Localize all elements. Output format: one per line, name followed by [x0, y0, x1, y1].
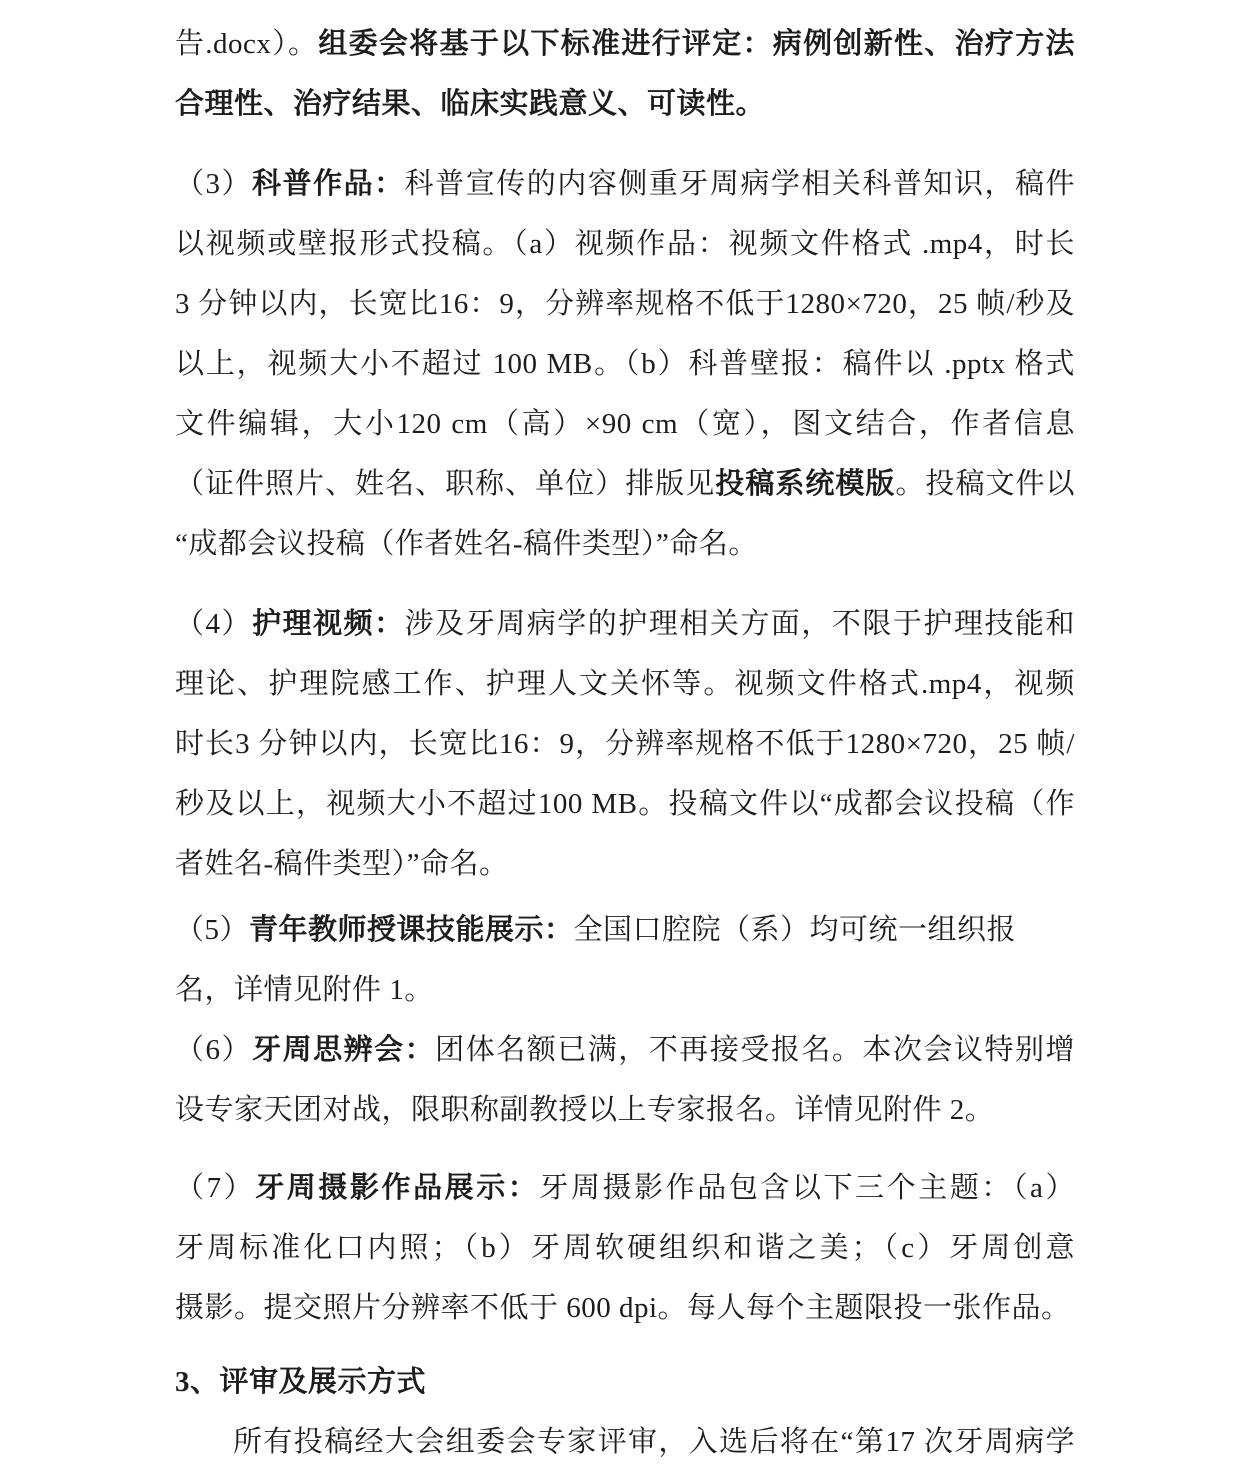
bold-text-run: 牙周摄影作品展示：: [255, 1172, 540, 1204]
bold-text-run: 组委会将基于以下标准进行评定：病例创新性、治疗方法: [318, 28, 1075, 60]
text-line: [175, 154, 1075, 214]
text-line: [175, 1020, 1075, 1080]
bold-text-run: 青年教师授课技能展示：: [249, 914, 574, 946]
text-run: （6）: [175, 1034, 253, 1066]
text-line: [175, 714, 1075, 774]
text-line: [175, 960, 1075, 1020]
text-line: [175, 454, 1075, 514]
text-run: 科普宣传的内容侧重牙周病学相关科普知识，稿件: [404, 168, 1075, 200]
text-run: 时长3 分钟以内，长宽比16：9，分辨率规格不低于1280×720，25 帧/: [175, 728, 1075, 760]
text-run: 理论、护理院感工作、护理人文关怀等。视频文件格式.mp4，视频: [175, 668, 1075, 700]
text-line: [175, 514, 1075, 574]
text-run: （证件照片、姓名、职称、单位）排版见: [175, 468, 716, 500]
text-run: 牙周标准化口内照；（b）牙周软硬组织和谐之美；（c）牙周创意: [175, 1232, 1075, 1264]
text-run: 设专家天团对战，限职称副教授以上专家报名。详情见附件 2。: [175, 1094, 995, 1126]
text-line: [175, 1080, 1075, 1140]
text-run: （3）: [175, 168, 253, 200]
text-line: [175, 1278, 1075, 1338]
bold-text-run: 护理视频：: [252, 608, 405, 640]
text-run: 摄影。提交照片分辨率不低于 600 dpi。每人每个主题限投一张作品。: [175, 1292, 1071, 1324]
text-run: （4）: [175, 608, 253, 640]
paragraph-review-and-display: [175, 1412, 1075, 1472]
paragraph-sci-pop-works: [175, 154, 1075, 574]
text-line: [175, 900, 1075, 960]
paragraph-young-teacher-skill-show: [175, 900, 1075, 1020]
paragraph-case-report-criteria: [175, 14, 1075, 134]
text-run: 告.docx）。: [175, 28, 319, 60]
text-line: [175, 774, 1075, 834]
bold-text-run: 科普作品：: [252, 168, 405, 200]
text-run: 3 分钟以内，长宽比16：9，分辨率规格不低于1280×720，25 帧/秒及: [175, 288, 1075, 320]
text-run: 全国口腔院（系）均可统一组织报: [573, 914, 1017, 946]
paragraph-perio-photography-show: [175, 1158, 1075, 1338]
text-line: [175, 334, 1075, 394]
text-run: 文件编辑，大小120 cm（高）×90 cm（宽），图文结合，作者信息: [175, 408, 1075, 440]
text-run: 以视频或壁报形式投稿。（a）视频作品：视频文件格式 .mp4，时长: [175, 228, 1075, 260]
text-run: 牙周摄影作品包含以下三个主题：（a）: [539, 1172, 1075, 1204]
text-run: 所有投稿经大会组委会专家评审，入选后将在“第17 次牙周病学: [233, 1426, 1075, 1458]
text-line: [175, 274, 1075, 334]
text-line: [175, 394, 1075, 454]
text-run: 。投稿文件以: [895, 468, 1075, 500]
text-line: [175, 214, 1075, 274]
text-line: [175, 14, 1075, 74]
paragraph-perio-debate: [175, 1020, 1075, 1140]
text-run: 者姓名-稿件类型）”命名。: [175, 848, 509, 880]
text-run: 名，详情见附件 1。: [175, 974, 434, 1006]
text-line: [175, 834, 1075, 894]
paragraph-nursing-video: [175, 594, 1075, 894]
text-line: [175, 654, 1075, 714]
bold-text-run: 合理性、治疗结果、临床实践意义、可读性。: [175, 88, 766, 120]
text-run: 以上，视频大小不超过 100 MB。（b）科普壁报：稿件以 .pptx 格式: [175, 348, 1075, 380]
bold-text-run: 牙周思辨会：: [252, 1034, 436, 1066]
text-line: [175, 1218, 1075, 1278]
text-line: [175, 74, 1075, 134]
text-line: [175, 1352, 1075, 1412]
document-body: [175, 14, 1075, 1472]
text-line: [175, 1158, 1075, 1218]
text-run: （7）: [175, 1172, 256, 1204]
text-run: 涉及牙周病学的护理相关方面，不限于护理技能和: [404, 608, 1075, 640]
bold-text-run: 投稿系统模版: [715, 468, 896, 500]
bold-text-run: 3、评审及展示方式: [175, 1366, 427, 1398]
text-line: [175, 1412, 1075, 1472]
text-run: 秒及以上，视频大小不超过100 MB。投稿文件以“成都会议投稿（作: [175, 788, 1075, 820]
text-run: （5）: [175, 914, 250, 946]
text-run: 团体名额已满，不再接受报名。本次会议特别增: [435, 1034, 1075, 1066]
paragraph-section-3-heading: [175, 1352, 1075, 1412]
text-run: “成都会议投稿（作者姓名-稿件类型）”命名。: [175, 528, 758, 560]
text-line: [175, 594, 1075, 654]
